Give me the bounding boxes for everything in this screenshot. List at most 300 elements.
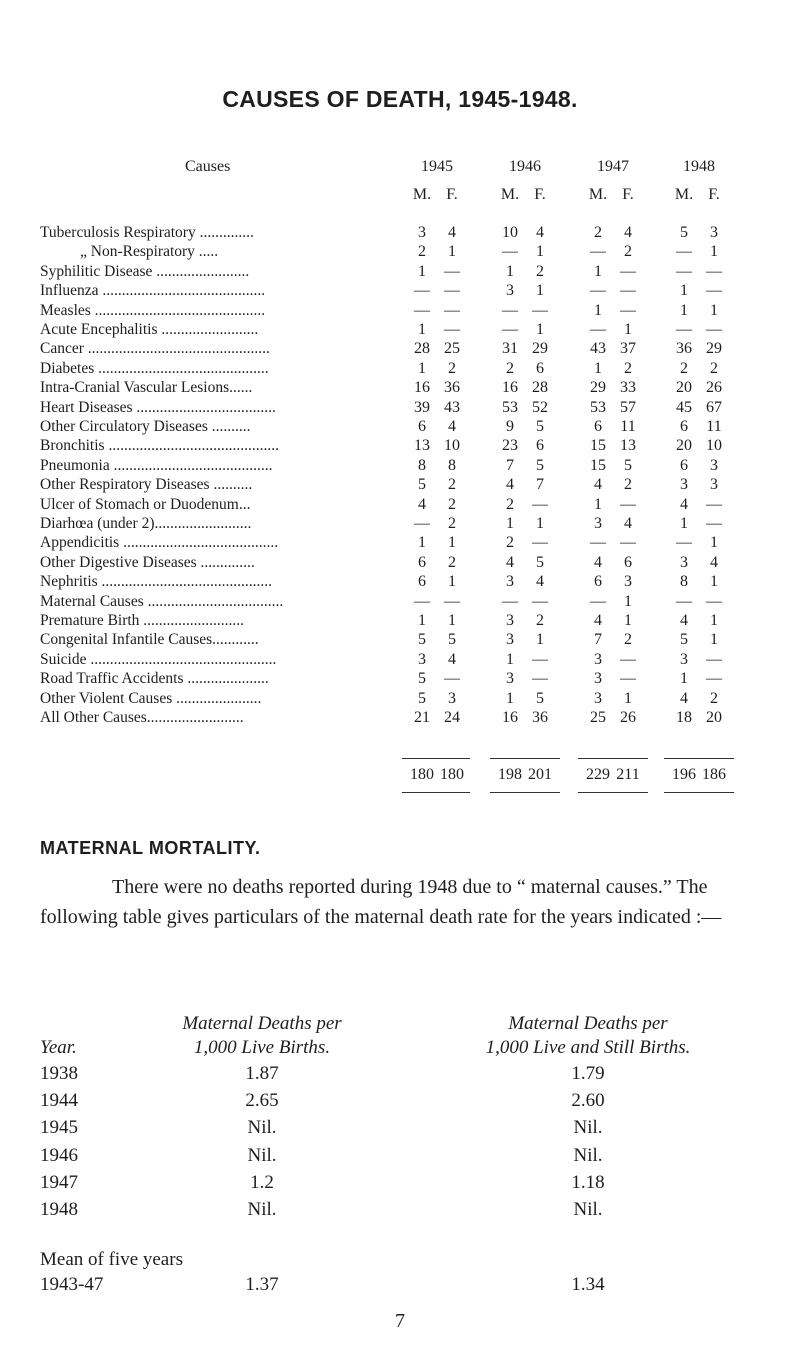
table-cell: 2	[448, 359, 456, 377]
table-cell: 2	[710, 689, 718, 707]
table-cell: —	[444, 670, 460, 688]
cause-label: Other Digestive Diseases ..............	[40, 553, 255, 571]
table-cell: 11	[620, 418, 636, 435]
table-cell: 33	[620, 379, 636, 397]
table-cell: 1	[594, 495, 602, 513]
table-cell: 31	[502, 340, 518, 358]
mean-row	[0, 1274, 800, 1302]
table-cell: 1	[594, 301, 602, 319]
table-cell: 5	[624, 456, 632, 474]
total-cell: 201	[528, 766, 552, 783]
male-header-1946: M.	[500, 186, 520, 203]
cause-label: Other Respiratory Diseases ..........	[40, 476, 253, 494]
cause-label: Syphilitic Disease ........................	[40, 262, 250, 280]
table-cell: 53	[502, 398, 518, 416]
table-cell: 2	[448, 515, 456, 532]
table-cell: —	[590, 321, 606, 338]
maternal-mortality-heading: MATERNAL MORTALITY.	[40, 838, 261, 858]
table-cell: 4	[448, 650, 456, 668]
table-cell: —	[590, 282, 606, 300]
table-cell: 5	[536, 456, 544, 474]
female-header-1947: F.	[622, 186, 634, 203]
table-cell: 4	[680, 612, 688, 629]
mean-live-births: 1.37	[245, 1274, 279, 1295]
table-cell: 4	[536, 573, 544, 591]
table-cell: —	[590, 534, 606, 552]
total-rule-top	[402, 758, 470, 759]
maternal-year: 1946	[40, 1144, 78, 1166]
table-cell: 1	[506, 650, 514, 668]
table-cell: 6	[680, 456, 688, 474]
table-cell: 15	[590, 437, 606, 455]
table-cell: 6	[418, 418, 426, 435]
table-cell: 36	[676, 340, 692, 358]
live-births-rate: 2.65	[245, 1090, 279, 1112]
table-cell: 1	[594, 359, 602, 377]
table-cell: —	[532, 301, 548, 319]
table-cell: 1	[710, 534, 718, 552]
table-cell: —	[532, 650, 548, 668]
table-cell: 57	[620, 398, 636, 416]
table-cell: —	[502, 243, 518, 261]
table-cell: 10	[502, 224, 518, 241]
year-header-1946: 1946	[509, 158, 541, 175]
table-cell: 1	[594, 262, 602, 280]
total-cell: 186	[702, 766, 726, 783]
table-cell: 3	[680, 553, 688, 571]
table-cell: —	[620, 670, 636, 688]
table-cell: 1	[418, 262, 426, 280]
maternal-year: 1945	[40, 1117, 78, 1139]
table-cell: 6	[680, 418, 688, 435]
table-cell: —	[444, 592, 460, 610]
table-cell: 52	[532, 398, 548, 416]
table-cell: 1	[680, 670, 688, 688]
total-rule-bottom	[578, 792, 648, 793]
table-cell: 15	[590, 456, 606, 474]
table-cell: —	[502, 592, 518, 610]
table-cell: 7	[594, 631, 602, 649]
table-cell: 1	[506, 262, 514, 280]
table-cell: 8	[680, 573, 688, 591]
table-cell: 7	[506, 456, 514, 474]
table-cell: 3	[594, 670, 602, 688]
table-cell: 1	[624, 689, 632, 707]
table-cell: —	[444, 321, 460, 338]
male-header-1948: M.	[674, 186, 694, 203]
table-cell: 1	[536, 631, 544, 649]
table-cell: 1	[536, 321, 544, 338]
table-cell: 5	[418, 670, 426, 688]
maternal-year: 1944	[40, 1090, 78, 1112]
table-row	[0, 399, 800, 419]
table-cell: —	[590, 592, 606, 610]
cause-label: Bronchitis ............................................	[40, 437, 279, 455]
page-number: 7	[395, 1310, 405, 1332]
male-header-1945: M.	[412, 186, 432, 203]
col2-header-line2: 1,000 Live and Still Births.	[485, 1037, 691, 1058]
table-cell: 4	[594, 612, 602, 629]
table-cell: 10	[706, 437, 722, 455]
female-header-1945: F.	[446, 186, 458, 203]
table-cell: —	[676, 243, 692, 261]
table-cell: 1	[418, 359, 426, 377]
table-cell: —	[706, 282, 722, 300]
table-cell: 4	[680, 689, 688, 707]
table-cell: 43	[444, 398, 460, 416]
cause-label: Maternal Causes ...................................	[40, 592, 284, 610]
table-cell: 26	[620, 709, 636, 726]
cause-label: All Other Causes.........................	[40, 709, 244, 726]
table-cell: 6	[594, 573, 602, 591]
total-cell: 211	[616, 766, 640, 783]
total-rule-top	[490, 758, 560, 759]
table-cell: 5	[418, 689, 426, 707]
table-cell: —	[706, 592, 722, 610]
cause-label: Other Circulatory Diseases ..........	[40, 418, 251, 435]
table-cell: —	[444, 262, 460, 280]
table-cell: —	[532, 534, 548, 552]
table-cell: 24	[444, 709, 460, 726]
table-cell: —	[532, 592, 548, 610]
table-cell: 4	[710, 553, 718, 571]
table-cell: 1	[680, 282, 688, 300]
table-cell: 1	[506, 515, 514, 532]
live-and-still-births-rate: Nil.	[573, 1144, 603, 1166]
cause-label: Road Traffic Accidents .....................	[40, 670, 269, 688]
table-cell: —	[414, 301, 430, 319]
maternal-row	[0, 1199, 800, 1227]
table-cell: 4	[594, 476, 602, 494]
page-title: CAUSES OF DEATH, 1945-1948.	[222, 86, 578, 112]
table-cell: 2	[624, 243, 632, 261]
table-cell: 1	[418, 321, 426, 338]
table-cell: 18	[676, 709, 692, 726]
table-cell: 1	[680, 515, 688, 532]
table-cell: —	[532, 670, 548, 688]
table-cell: 3	[710, 476, 718, 494]
maternal-row	[0, 1145, 800, 1173]
table-cell: 28	[414, 340, 430, 358]
table-cell: 5	[418, 631, 426, 649]
table-row	[0, 476, 800, 496]
cause-label: Pneumonia .........................................	[40, 456, 273, 474]
table-cell: 1	[710, 301, 718, 319]
table-cell: 23	[502, 437, 518, 455]
table-cell: 1	[710, 573, 718, 591]
table-cell: 1	[448, 573, 456, 591]
table-cell: 16	[414, 379, 430, 397]
total-rule-bottom	[402, 792, 470, 793]
table-row	[0, 243, 800, 263]
table-cell: 3	[710, 224, 718, 241]
cause-label: Influenza ..........................................	[40, 282, 266, 300]
table-cell: 4	[624, 515, 632, 532]
cause-label: Suicide ................................................	[40, 650, 277, 668]
live-births-rate: Nil.	[247, 1144, 277, 1166]
table-cell: 36	[444, 379, 460, 397]
table-cell: 3	[594, 515, 602, 532]
table-cell: 2	[624, 476, 632, 494]
year-header-1948: 1948	[683, 158, 715, 175]
table-cell: 1	[710, 612, 718, 629]
table-cell: 1	[418, 534, 426, 552]
table-cell: —	[502, 301, 518, 319]
table-row	[0, 457, 800, 477]
table-cell: 6	[536, 359, 544, 377]
live-and-still-births-rate: 2.60	[571, 1090, 605, 1112]
table-row	[0, 360, 800, 380]
table-cell: 43	[590, 340, 606, 358]
cause-label: Measles ............................................	[40, 301, 266, 319]
total-rule-top	[664, 758, 734, 759]
table-cell: 4	[448, 418, 456, 435]
table-row	[0, 612, 800, 632]
table-cell: 3	[680, 476, 688, 494]
table-cell: —	[414, 282, 430, 300]
table-cell: 5	[536, 553, 544, 571]
table-cell: 2	[418, 243, 426, 261]
table-row	[0, 263, 800, 283]
table-cell: 4	[448, 224, 456, 241]
table-row	[0, 651, 800, 671]
live-and-still-births-rate: 1.79	[571, 1063, 605, 1084]
cause-label: „ Non-Respiratory .....	[80, 243, 219, 261]
table-cell: 39	[414, 398, 430, 416]
table-cell: 1	[448, 534, 456, 552]
table-cell: 3	[506, 631, 514, 649]
table-cell: 2	[594, 224, 602, 241]
table-cell: —	[706, 650, 722, 668]
table-cell: —	[620, 534, 636, 552]
total-rule-top	[578, 758, 648, 759]
mean-live-and-still-births: 1.34	[571, 1274, 605, 1295]
table-cell: 2	[624, 631, 632, 649]
total-cell: 196	[672, 766, 696, 783]
cause-label: Intra-Cranial Vascular Lesions......	[40, 379, 253, 397]
table-cell: 3	[594, 650, 602, 668]
table-cell: 20	[676, 379, 692, 397]
maternal-row	[0, 1117, 800, 1145]
table-cell: 5	[536, 689, 544, 707]
table-cell: 3	[506, 573, 514, 591]
table-cell: 5	[680, 224, 688, 241]
cause-label: Acute Encephalitis .........................	[40, 321, 259, 338]
table-cell: 45	[676, 398, 692, 416]
table-cell: 4	[624, 224, 632, 241]
col1-header-line1: Maternal Deaths per	[182, 1013, 342, 1034]
live-and-still-births-rate: Nil.	[573, 1117, 603, 1139]
table-cell: —	[706, 670, 722, 688]
table-cell: —	[620, 282, 636, 300]
table-cell: 16	[502, 709, 518, 726]
table-cell: —	[676, 321, 692, 338]
table-cell: —	[706, 515, 722, 532]
causes-column-header: Causes	[185, 158, 231, 175]
table-cell: 3	[448, 689, 456, 707]
live-births-rate: Nil.	[247, 1199, 277, 1220]
table-cell: 3	[710, 456, 718, 474]
table-cell: —	[706, 495, 722, 513]
mean-label: Mean of five years	[40, 1249, 183, 1270]
table-row	[0, 709, 800, 729]
table-cell: —	[620, 262, 636, 280]
table-cell: 6	[418, 573, 426, 591]
table-cell: 1	[448, 243, 456, 261]
table-row	[0, 418, 800, 438]
cause-label: Diarhœa (under 2).........................	[40, 515, 252, 532]
table-row	[0, 224, 800, 244]
maternal-row	[0, 1090, 800, 1118]
table-cell: 26	[706, 379, 722, 397]
year-column-header: Year.	[40, 1037, 77, 1058]
table-cell: 11	[706, 418, 722, 435]
table-cell: 3	[506, 670, 514, 688]
cause-label: Ulcer of Stomach or Duodenum...	[40, 495, 251, 513]
live-and-still-births-rate: Nil.	[573, 1199, 603, 1220]
table-row	[0, 302, 800, 322]
col1-header-line2: 1,000 Live Births.	[193, 1037, 331, 1058]
table-cell: 2	[448, 495, 456, 513]
table-cell: 3	[594, 689, 602, 707]
cause-label: Diabetes ............................................	[40, 359, 269, 377]
table-cell: 5	[680, 631, 688, 649]
table-cell: 1	[536, 515, 544, 532]
year-header-1945: 1945	[421, 158, 453, 175]
table-cell: 9	[506, 418, 514, 435]
table-cell: 6	[624, 553, 632, 571]
table-cell: 2	[506, 495, 514, 513]
table-row	[0, 631, 800, 651]
table-cell: 5	[448, 631, 456, 649]
table-cell: —	[676, 534, 692, 552]
table-cell: 4	[506, 553, 514, 571]
table-cell: —	[620, 650, 636, 668]
table-cell: —	[620, 495, 636, 513]
table-cell: —	[502, 321, 518, 338]
table-cell: —	[414, 592, 430, 610]
table-cell: 29	[706, 340, 722, 358]
table-cell: 8	[418, 456, 426, 474]
table-row	[0, 340, 800, 360]
total-cell: 180	[410, 766, 434, 783]
table-cell: 3	[624, 573, 632, 591]
table-row	[0, 573, 800, 593]
table-cell: 53	[590, 398, 606, 416]
table-cell: —	[706, 321, 722, 338]
cause-label: Heart Diseases ....................................	[40, 398, 276, 416]
year-header-1947: 1947	[597, 158, 629, 175]
total-cell: 180	[440, 766, 464, 783]
table-cell: —	[590, 243, 606, 261]
table-cell: 3	[418, 224, 426, 241]
cause-label: Nephritis ............................................	[40, 573, 273, 591]
table-cell: 3	[418, 650, 426, 668]
table-cell: 1	[536, 243, 544, 261]
live-births-rate: Nil.	[247, 1117, 277, 1139]
male-header-1947: M.	[588, 186, 608, 203]
table-cell: 10	[444, 437, 460, 455]
table-cell: 1	[624, 592, 632, 610]
table-cell: 1	[624, 612, 632, 629]
cause-label: Cancer ...............................................	[40, 340, 270, 358]
table-row	[0, 321, 800, 341]
table-cell: 6	[536, 437, 544, 455]
mean-year: 1943-47	[40, 1274, 104, 1295]
table-row	[0, 670, 800, 690]
table-cell: 6	[418, 553, 426, 571]
table-cell: 4	[418, 495, 426, 513]
maternal-row	[0, 1172, 800, 1200]
col2-header-line1: Maternal Deaths per	[508, 1013, 668, 1034]
maternal-year: 1947	[40, 1171, 78, 1193]
table-cell: 2	[680, 359, 688, 377]
table-cell: 2	[448, 553, 456, 571]
cause-label: Tuberculosis Respiratory ..............	[40, 224, 254, 241]
total-rule-bottom	[664, 792, 734, 793]
table-cell: 7	[536, 476, 544, 494]
table-cell: 25	[444, 340, 460, 358]
table-cell: 29	[532, 340, 548, 358]
table-cell: 2	[536, 612, 544, 629]
table-cell: —	[532, 495, 548, 513]
table-cell: 3	[680, 650, 688, 668]
female-header-1946: F.	[534, 186, 546, 203]
table-cell: 4	[536, 224, 544, 241]
table-cell: 1	[418, 612, 426, 629]
table-cell: 1	[506, 689, 514, 707]
table-cell: 21	[414, 709, 430, 726]
table-cell: 5	[418, 476, 426, 494]
table-cell: 2	[536, 262, 544, 280]
table-cell: 1	[536, 282, 544, 300]
table-cell: 2	[506, 359, 514, 377]
table-cell: 2	[448, 476, 456, 494]
table-row	[0, 282, 800, 302]
table-cell: 2	[506, 534, 514, 552]
table-cell: —	[444, 282, 460, 300]
table-cell: 67	[706, 398, 722, 416]
table-cell: 4	[594, 553, 602, 571]
table-cell: 4	[506, 476, 514, 494]
table-cell: 13	[414, 437, 430, 455]
table-cell: 29	[590, 379, 606, 397]
table-cell: —	[414, 515, 430, 532]
total-cell: 198	[498, 766, 522, 783]
table-row	[0, 554, 800, 574]
live-births-rate: 1.2	[250, 1171, 274, 1193]
table-row	[0, 437, 800, 457]
table-cell: 3	[506, 612, 514, 629]
cause-label: Premature Birth ..........................	[40, 612, 245, 629]
table-cell: 28	[532, 379, 548, 397]
table-cell: —	[676, 262, 692, 280]
live-births-rate: 1.87	[245, 1063, 279, 1084]
table-row	[0, 534, 800, 554]
table-row	[0, 496, 800, 516]
table-cell: 6	[594, 418, 602, 435]
table-row	[0, 593, 800, 613]
total-rule-bottom	[490, 792, 560, 793]
total-cell: 229	[586, 766, 610, 783]
female-header-1948: F.	[708, 186, 720, 203]
table-cell: 20	[706, 709, 722, 726]
table-row	[0, 379, 800, 399]
table-cell: 5	[536, 418, 544, 435]
table-row	[0, 690, 800, 710]
table-cell: 37	[620, 340, 636, 358]
table-row	[0, 515, 800, 535]
